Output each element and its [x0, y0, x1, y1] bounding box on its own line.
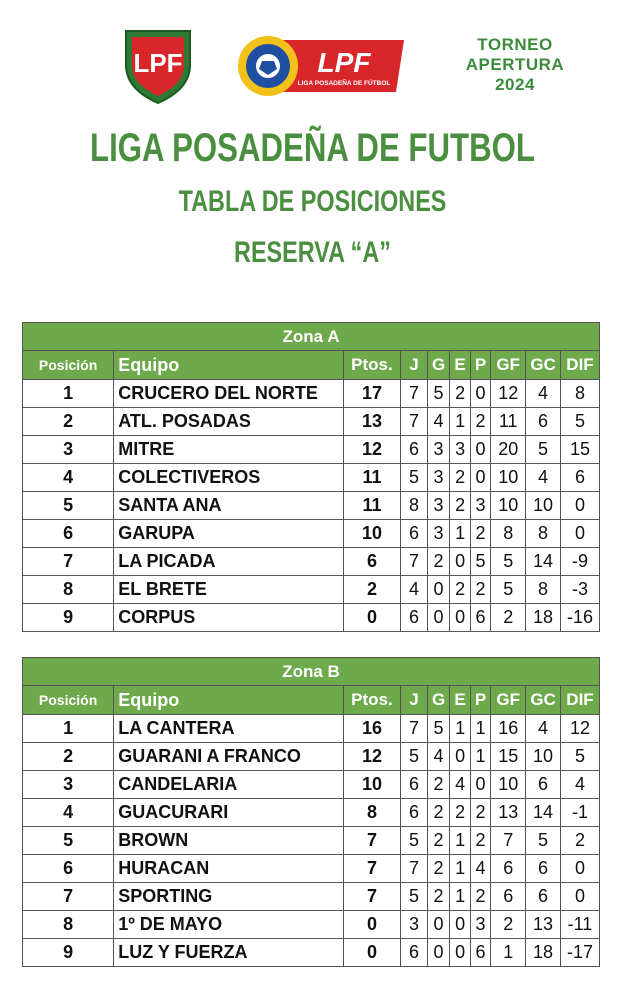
col-position: 9 [23, 939, 114, 967]
col-won: 2 [427, 855, 450, 883]
tournament-line-1: TORNEO [477, 35, 553, 54]
table-row [23, 548, 600, 576]
table-row [23, 939, 600, 967]
col-goals-for: 2 [491, 911, 526, 939]
col-played: 5 [401, 883, 428, 911]
col-team: LA CANTERA [114, 715, 344, 743]
col-drawn: 2 [450, 464, 470, 492]
col-points: 8 [343, 799, 400, 827]
col-won: 4 [427, 743, 450, 771]
col-points-header: Ptos. [343, 351, 400, 380]
col-points: 7 [343, 883, 400, 911]
lpf-shield-logo [122, 27, 194, 105]
col-drawn: 1 [450, 883, 470, 911]
col-won: 2 [427, 827, 450, 855]
col-team-header: Equipo [114, 686, 344, 715]
col-goal-diff: 0 [560, 883, 599, 911]
col-lost: 0 [470, 380, 490, 408]
table-row [23, 771, 600, 799]
col-goals-for: 2 [491, 604, 526, 632]
col-points: 7 [343, 827, 400, 855]
col-drawn-header: E [450, 351, 470, 380]
col-team: GUACURARI [114, 799, 344, 827]
col-goals-for: 20 [491, 436, 526, 464]
table-row [23, 743, 600, 771]
col-team: LA PICADA [114, 548, 344, 576]
col-goal-diff: 0 [560, 492, 599, 520]
col-drawn: 2 [450, 492, 470, 520]
col-goals-against: 4 [526, 464, 561, 492]
col-points: 13 [343, 408, 400, 436]
col-goal-diff: 2 [560, 827, 599, 855]
col-goals-against-header: GC [526, 686, 561, 715]
col-lost: 5 [470, 548, 490, 576]
col-team: CANDELARIA [114, 771, 344, 799]
col-goals-against: 8 [526, 520, 561, 548]
col-team: CORPUS [114, 604, 344, 632]
col-lost: 2 [470, 408, 490, 436]
col-goals-for: 13 [491, 799, 526, 827]
col-position: 5 [23, 827, 114, 855]
col-goal-diff: 5 [560, 743, 599, 771]
col-position: 2 [23, 743, 114, 771]
col-played: 5 [401, 464, 428, 492]
col-points: 0 [343, 939, 400, 967]
col-won: 0 [427, 939, 450, 967]
col-team-header: Equipo [114, 351, 344, 380]
col-position: 4 [23, 799, 114, 827]
col-goal-diff: -1 [560, 799, 599, 827]
col-lost: 2 [470, 520, 490, 548]
tournament-line-2: APERTURA [465, 55, 565, 74]
col-points: 12 [343, 436, 400, 464]
category-label: RESERVA “A” [234, 236, 391, 269]
col-lost: 1 [470, 715, 490, 743]
col-position: 5 [23, 492, 114, 520]
col-goals-against: 18 [526, 939, 561, 967]
col-won: 2 [427, 548, 450, 576]
col-position: 7 [23, 548, 114, 576]
col-goal-diff: 0 [560, 520, 599, 548]
col-position: 2 [23, 408, 114, 436]
col-points: 10 [343, 520, 400, 548]
table-row [23, 911, 600, 939]
col-won: 5 [427, 715, 450, 743]
col-position-header: Posición [23, 686, 114, 715]
col-won: 3 [427, 464, 450, 492]
col-lost: 2 [470, 576, 490, 604]
col-goals-for: 12 [491, 380, 526, 408]
col-lost: 3 [470, 911, 490, 939]
col-drawn: 2 [450, 380, 470, 408]
col-goals-for-header: GF [491, 351, 526, 380]
col-drawn: 0 [450, 939, 470, 967]
table-row [23, 855, 600, 883]
col-played: 7 [401, 380, 428, 408]
col-points: 12 [343, 743, 400, 771]
col-drawn: 0 [450, 604, 470, 632]
shield-logo-text: LPF [133, 48, 183, 78]
col-points: 0 [343, 604, 400, 632]
col-won: 3 [427, 436, 450, 464]
col-lost-header: P [470, 351, 490, 380]
col-goals-against: 6 [526, 771, 561, 799]
col-position: 8 [23, 576, 114, 604]
lpf-badge-logo [236, 34, 408, 98]
col-goals-for: 16 [491, 715, 526, 743]
col-goals-for: 8 [491, 520, 526, 548]
col-won: 0 [427, 911, 450, 939]
col-team: EL BRETE [114, 576, 344, 604]
col-goals-for: 10 [491, 771, 526, 799]
col-drawn: 0 [450, 911, 470, 939]
col-goal-diff: 12 [560, 715, 599, 743]
col-goals-against: 6 [526, 883, 561, 911]
col-played: 7 [401, 548, 428, 576]
col-goals-against: 8 [526, 576, 561, 604]
table-row [23, 799, 600, 827]
col-played: 6 [401, 436, 428, 464]
col-played-header: J [401, 351, 428, 380]
col-goals-against: 4 [526, 380, 561, 408]
col-played: 7 [401, 715, 428, 743]
col-goals-against: 6 [526, 855, 561, 883]
col-lost: 0 [470, 464, 490, 492]
col-position: 7 [23, 883, 114, 911]
tournament-line-3: 2024 [495, 75, 535, 94]
col-lost: 2 [470, 883, 490, 911]
col-goals-for: 6 [491, 855, 526, 883]
col-lost: 0 [470, 771, 490, 799]
col-played: 3 [401, 911, 428, 939]
col-played: 6 [401, 771, 428, 799]
col-drawn: 1 [450, 715, 470, 743]
col-won: 3 [427, 492, 450, 520]
col-position: 6 [23, 855, 114, 883]
col-goals-for: 1 [491, 939, 526, 967]
badge-logo-text: LPF [317, 47, 371, 78]
table-row [23, 883, 600, 911]
col-won: 5 [427, 380, 450, 408]
col-goal-diff: -17 [560, 939, 599, 967]
col-drawn-header: E [450, 686, 470, 715]
column-header-row [23, 686, 600, 715]
col-drawn: 0 [450, 548, 470, 576]
col-goal-diff: 6 [560, 464, 599, 492]
col-goal-diff-header: DIF [560, 686, 599, 715]
col-goal-diff: -16 [560, 604, 599, 632]
col-won: 2 [427, 883, 450, 911]
col-goal-diff: 5 [560, 408, 599, 436]
col-position-header: Posición [23, 351, 114, 380]
col-goals-for: 10 [491, 464, 526, 492]
col-goals-for: 11 [491, 408, 526, 436]
col-goals-against: 18 [526, 604, 561, 632]
col-team: 1º DE MAYO [114, 911, 344, 939]
col-played: 6 [401, 799, 428, 827]
col-team: GARUPA [114, 520, 344, 548]
zone-title: Zona A [23, 323, 600, 351]
zone-a-table [22, 322, 600, 632]
col-won-header: G [427, 686, 450, 715]
col-position: 3 [23, 436, 114, 464]
col-drawn: 1 [450, 520, 470, 548]
col-lost: 2 [470, 799, 490, 827]
col-points: 11 [343, 464, 400, 492]
col-points: 11 [343, 492, 400, 520]
col-goals-against: 13 [526, 911, 561, 939]
col-played: 7 [401, 855, 428, 883]
col-goals-for: 15 [491, 743, 526, 771]
page-title: LIGA POSADEÑA DE FUTBOL [90, 126, 535, 170]
col-goals-for: 10 [491, 492, 526, 520]
col-drawn: 3 [450, 436, 470, 464]
col-goal-diff: 0 [560, 855, 599, 883]
col-drawn: 1 [450, 827, 470, 855]
col-lost: 3 [470, 492, 490, 520]
col-goal-diff-header: DIF [560, 351, 599, 380]
table-row [23, 436, 600, 464]
col-goals-against: 10 [526, 743, 561, 771]
col-lost: 6 [470, 604, 490, 632]
col-drawn: 2 [450, 576, 470, 604]
col-team: BROWN [114, 827, 344, 855]
col-points: 7 [343, 855, 400, 883]
col-played: 6 [401, 604, 428, 632]
col-drawn: 4 [450, 771, 470, 799]
zone-title: Zona B [23, 658, 600, 686]
col-won: 2 [427, 799, 450, 827]
col-lost: 2 [470, 827, 490, 855]
col-played: 5 [401, 743, 428, 771]
col-goal-diff: -3 [560, 576, 599, 604]
col-position: 1 [23, 715, 114, 743]
col-goals-against: 6 [526, 408, 561, 436]
col-goals-against: 5 [526, 436, 561, 464]
col-drawn: 2 [450, 799, 470, 827]
col-points: 16 [343, 715, 400, 743]
col-lost: 1 [470, 743, 490, 771]
col-won: 0 [427, 604, 450, 632]
col-position: 8 [23, 911, 114, 939]
zone-b-table [22, 657, 600, 967]
col-goal-diff: 8 [560, 380, 599, 408]
table-row [23, 464, 600, 492]
col-goals-for: 5 [491, 576, 526, 604]
table-row [23, 715, 600, 743]
col-drawn: 1 [450, 855, 470, 883]
col-team: GUARANI A FRANCO [114, 743, 344, 771]
col-team: ATL. POSADAS [114, 408, 344, 436]
col-team: SANTA ANA [114, 492, 344, 520]
col-team: HURACAN [114, 855, 344, 883]
col-points: 0 [343, 911, 400, 939]
table-row [23, 576, 600, 604]
col-won: 0 [427, 576, 450, 604]
tournament-label [440, 35, 590, 95]
col-position: 1 [23, 380, 114, 408]
col-goals-for: 6 [491, 883, 526, 911]
col-points: 17 [343, 380, 400, 408]
col-goals-against: 10 [526, 492, 561, 520]
table-row [23, 827, 600, 855]
col-won-header: G [427, 351, 450, 380]
col-goal-diff: -9 [560, 548, 599, 576]
col-lost: 0 [470, 436, 490, 464]
col-position: 6 [23, 520, 114, 548]
col-drawn: 0 [450, 743, 470, 771]
col-team: CRUCERO DEL NORTE [114, 380, 344, 408]
col-points: 10 [343, 771, 400, 799]
col-lost: 6 [470, 939, 490, 967]
col-lost-header: P [470, 686, 490, 715]
col-won: 4 [427, 408, 450, 436]
col-played: 4 [401, 576, 428, 604]
col-team: LUZ Y FUERZA [114, 939, 344, 967]
col-goals-against: 14 [526, 548, 561, 576]
table-row [23, 380, 600, 408]
col-goals-against: 4 [526, 715, 561, 743]
col-played: 6 [401, 520, 428, 548]
col-played: 7 [401, 408, 428, 436]
col-points-header: Ptos. [343, 686, 400, 715]
col-played-header: J [401, 686, 428, 715]
col-position: 4 [23, 464, 114, 492]
col-goals-for: 5 [491, 548, 526, 576]
col-played: 5 [401, 827, 428, 855]
col-team: SPORTING [114, 883, 344, 911]
table-row [23, 604, 600, 632]
col-drawn: 1 [450, 408, 470, 436]
table-row [23, 408, 600, 436]
col-goals-against-header: GC [526, 351, 561, 380]
col-goals-for: 7 [491, 827, 526, 855]
col-goal-diff: 15 [560, 436, 599, 464]
col-won: 3 [427, 520, 450, 548]
column-header-row [23, 351, 600, 380]
table-row [23, 520, 600, 548]
col-points: 6 [343, 548, 400, 576]
col-won: 2 [427, 771, 450, 799]
col-goals-for-header: GF [491, 686, 526, 715]
col-position: 3 [23, 771, 114, 799]
page-subtitle: TABLA DE POSICIONES [178, 185, 447, 218]
col-played: 8 [401, 492, 428, 520]
col-position: 9 [23, 604, 114, 632]
col-goal-diff: 4 [560, 771, 599, 799]
col-goals-against: 5 [526, 827, 561, 855]
col-points: 2 [343, 576, 400, 604]
badge-logo-subtext: LIGA POSADEÑA DE FÚTBOL [297, 80, 391, 87]
col-lost: 4 [470, 855, 490, 883]
col-team: MITRE [114, 436, 344, 464]
col-goal-diff: -11 [560, 911, 599, 939]
col-played: 6 [401, 939, 428, 967]
col-team: COLECTIVEROS [114, 464, 344, 492]
col-goals-against: 14 [526, 799, 561, 827]
table-row [23, 492, 600, 520]
